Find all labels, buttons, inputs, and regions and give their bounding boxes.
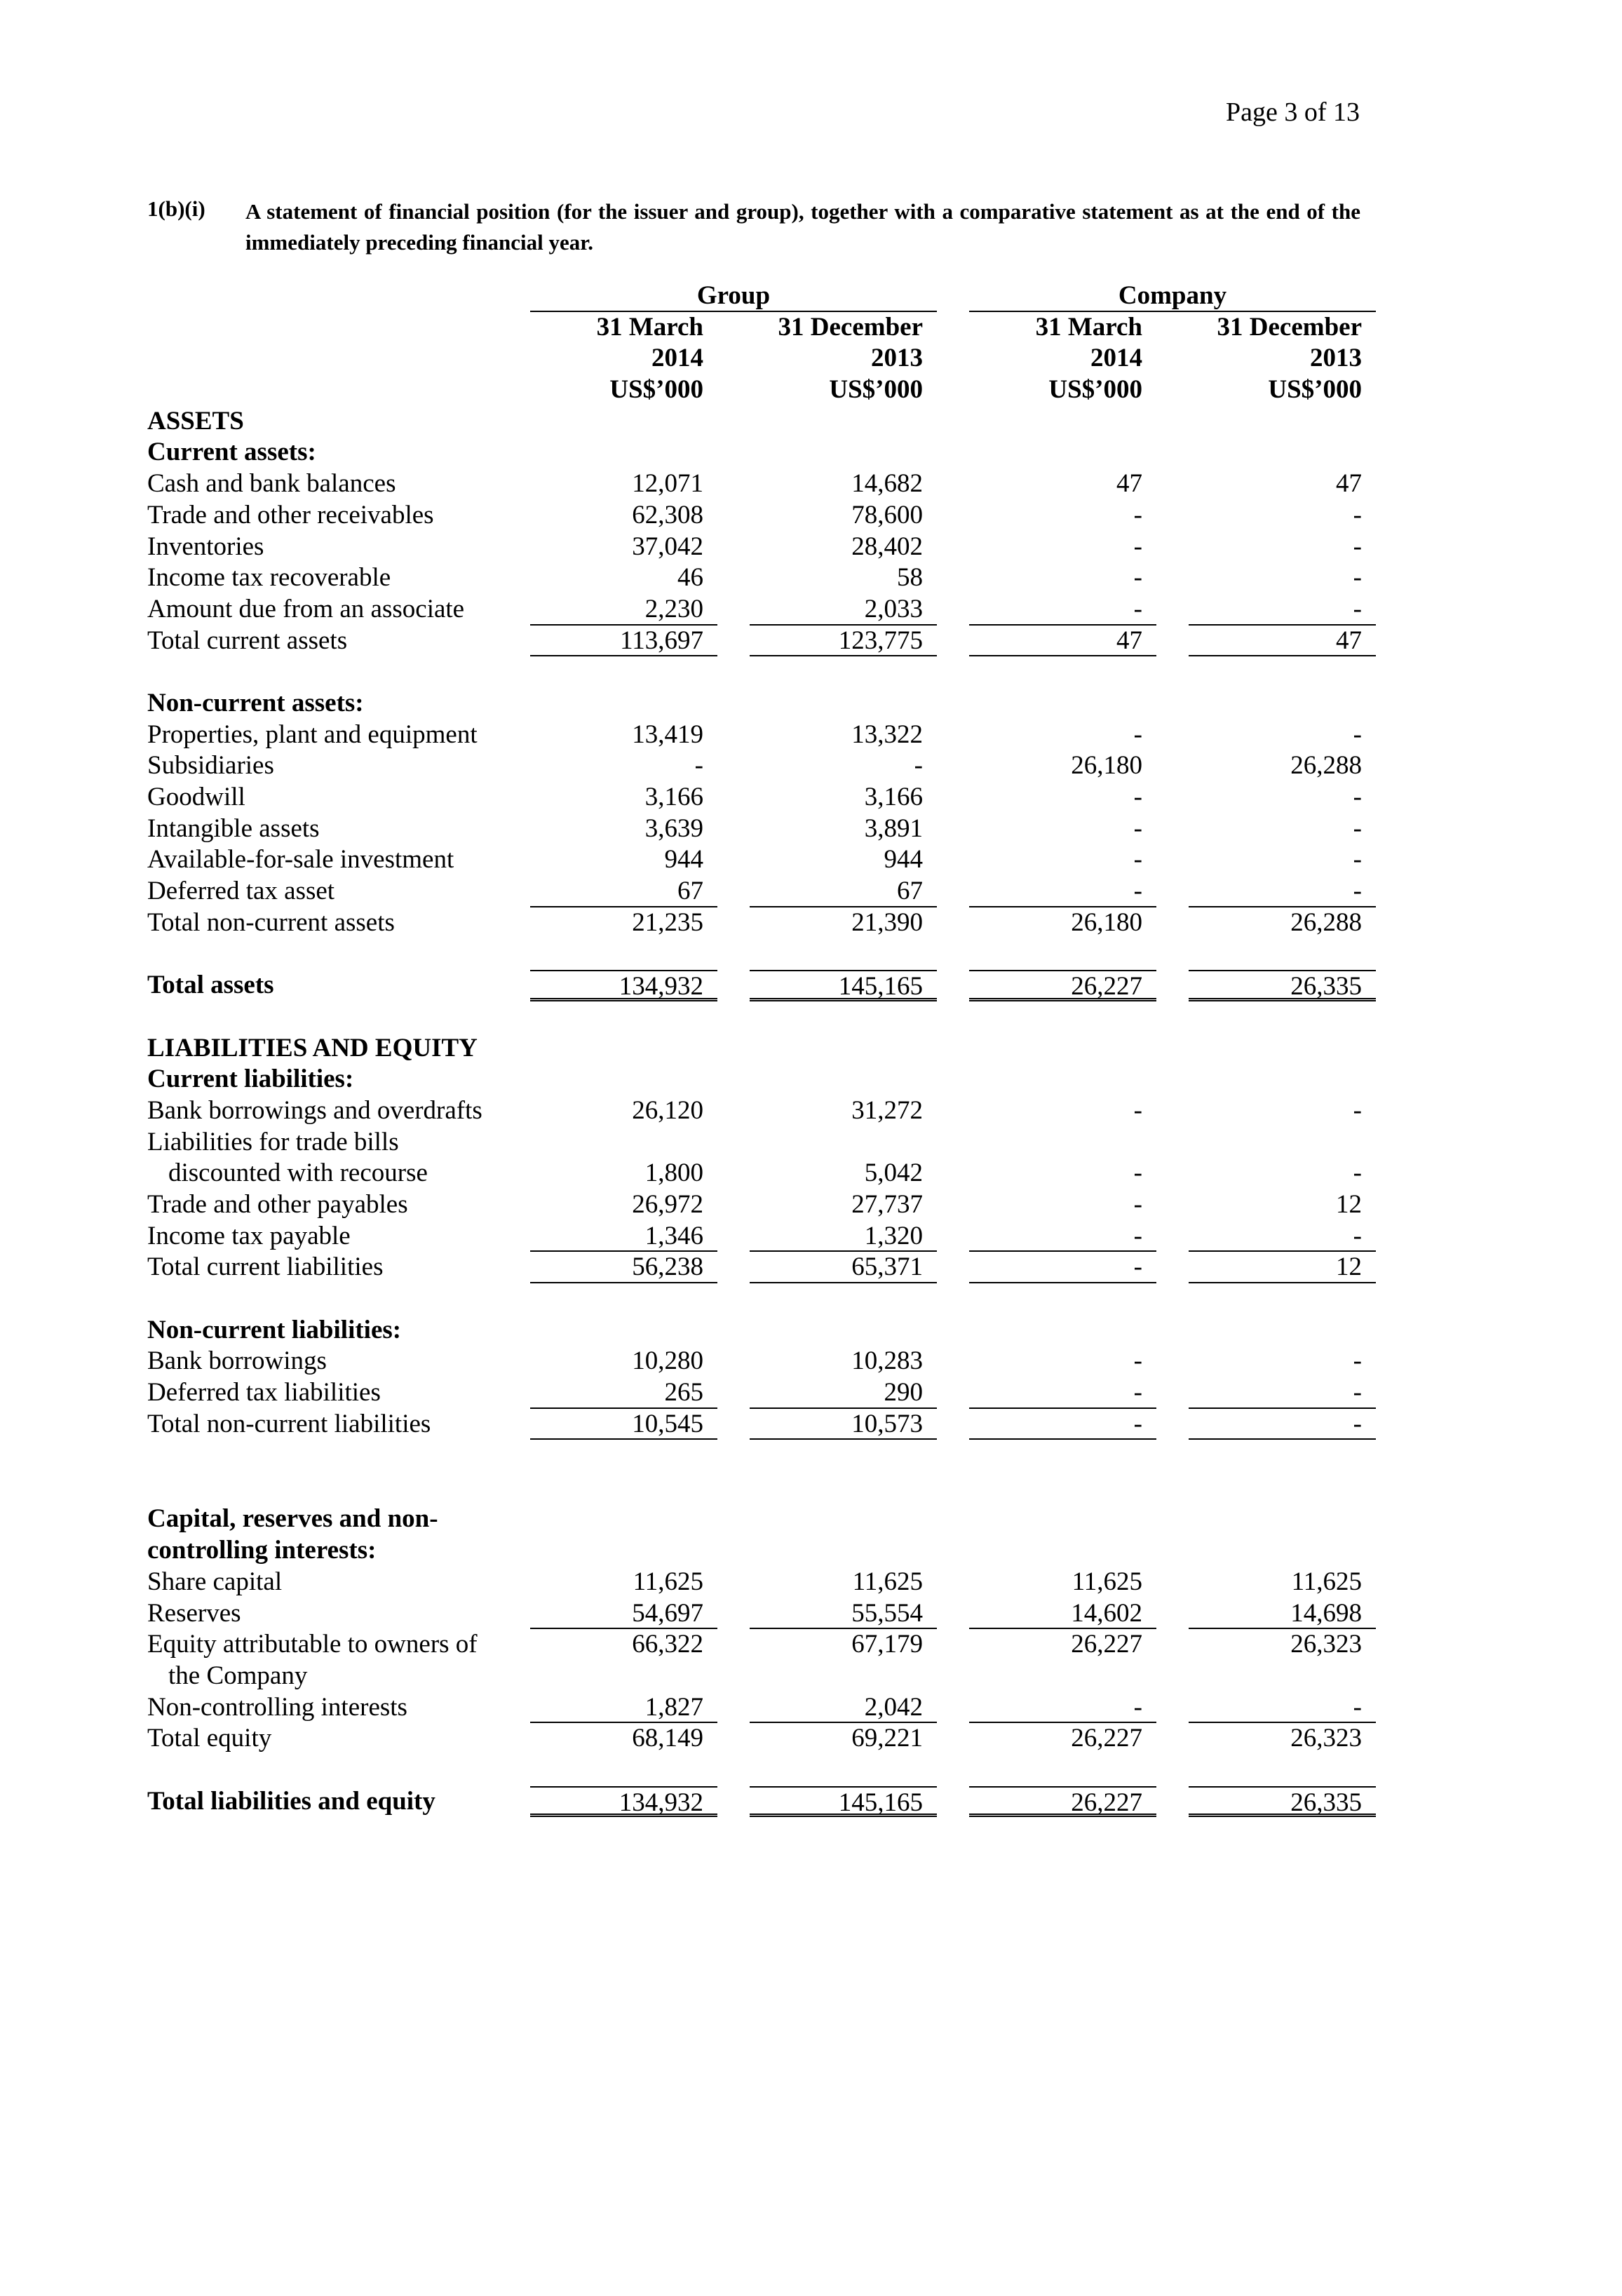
value-cell: 12: [1189, 1252, 1376, 1283]
value-cell: 58: [897, 563, 923, 593]
value-cell: 3,166: [864, 783, 923, 811]
row-label: Goodwill: [147, 783, 245, 811]
value-cell: -: [1189, 1377, 1376, 1409]
value-cell: 11,625: [1291, 1567, 1362, 1596]
value-cell: 11,625: [633, 1567, 703, 1596]
value-cell: 944: [664, 845, 703, 874]
value-cell: 1,320: [750, 1221, 937, 1252]
column-header: 31 March: [596, 312, 703, 342]
value-cell: 134,932: [530, 1786, 717, 1818]
row-label: Total equity: [147, 1724, 272, 1753]
row-label: Total non-current assets: [147, 907, 395, 937]
value-cell: 26,972: [632, 1189, 703, 1219]
value-cell: 54,697: [530, 1598, 717, 1630]
value-cell: 26,227: [969, 970, 1156, 1001]
value-cell: 67,179: [851, 1630, 923, 1659]
value-cell: 11,625: [1072, 1567, 1142, 1596]
value-cell: 26,227: [1071, 1630, 1142, 1659]
value-cell: 1,346: [530, 1221, 717, 1252]
current-liabilities-heading: Current liabilities:: [147, 1065, 354, 1094]
row-label: Reserves: [147, 1598, 241, 1628]
value-cell: -: [1353, 532, 1362, 561]
column-header: US$’000: [609, 375, 703, 405]
value-cell: 944: [884, 845, 923, 874]
column-header: US$’000: [1048, 375, 1142, 405]
value-cell: -: [1189, 876, 1376, 907]
column-header: 2014: [1090, 344, 1142, 373]
value-cell: 31,272: [851, 1095, 923, 1125]
row-label: Amount due from an associate: [147, 594, 465, 623]
value-cell: 12,071: [632, 469, 703, 499]
row-label: Liabilities for trade bills: [147, 1127, 399, 1156]
value-cell: 2,230: [530, 594, 717, 626]
value-cell: -: [969, 876, 1156, 907]
value-cell: 78,600: [851, 500, 923, 529]
value-cell: -: [1353, 813, 1362, 843]
value-cell: 14,602: [969, 1598, 1156, 1630]
value-cell: -: [1353, 720, 1362, 749]
value-cell: -: [1189, 1692, 1376, 1724]
value-cell: -: [1133, 1095, 1142, 1125]
value-cell: 68,149: [632, 1724, 703, 1753]
value-cell: 62,308: [632, 500, 703, 529]
value-cell: 47: [1116, 469, 1142, 499]
row-label: Trade and other payables: [147, 1189, 408, 1219]
value-cell: -: [1353, 1095, 1362, 1125]
value-cell: 265: [530, 1377, 717, 1409]
value-cell: 55,554: [750, 1598, 937, 1630]
row-label: Inventories: [147, 532, 264, 561]
value-cell: 13,419: [632, 720, 703, 749]
section-title: A statement of financial position (for the issuer and group), together with a comparative statement as at the end of the immediately preceding financial year.: [245, 199, 1360, 255]
company-header: Company: [969, 281, 1376, 312]
column-header: 31 December: [778, 312, 923, 342]
value-cell: 10,280: [632, 1346, 703, 1376]
page-number: Page 3 of 13: [1225, 97, 1360, 127]
value-cell: 1,800: [644, 1159, 703, 1188]
value-cell: 11,625: [852, 1567, 923, 1596]
value-cell: -: [1133, 1189, 1142, 1219]
value-cell: -: [969, 1377, 1156, 1409]
row-label: Income tax payable: [147, 1221, 351, 1250]
value-cell: 12: [1336, 1189, 1362, 1219]
value-cell: 67: [750, 876, 937, 907]
value-cell: 13,322: [851, 720, 923, 749]
section-number: 1(b)(i): [147, 196, 205, 221]
row-label: Available-for-sale investment: [147, 845, 454, 874]
value-cell: 21,235: [632, 907, 703, 937]
value-cell: 47: [969, 626, 1156, 657]
column-header: 2014: [651, 344, 703, 373]
value-cell: 37,042: [632, 532, 703, 561]
value-cell: 26,180: [1071, 751, 1142, 781]
group-header: Group: [530, 281, 937, 312]
value-cell: 56,238: [530, 1252, 717, 1283]
column-header: 31 December: [1217, 312, 1362, 342]
row-label: Total liabilities and equity: [147, 1786, 435, 1816]
value-cell: 2,042: [750, 1692, 937, 1724]
row-label: Intangible assets: [147, 813, 320, 843]
value-cell: -: [1353, 1159, 1362, 1188]
row-label: Total current assets: [147, 626, 348, 655]
column-header: 31 March: [1035, 312, 1142, 342]
value-cell: 26,180: [1071, 907, 1142, 937]
value-cell: -: [1133, 500, 1142, 529]
value-cell: 65,371: [750, 1252, 937, 1283]
value-cell: 26,288: [1290, 751, 1362, 781]
value-cell: 123,775: [750, 626, 937, 657]
row-label: Cash and bank balances: [147, 469, 396, 499]
row-label: the Company: [168, 1661, 308, 1690]
row-label: discounted with recourse: [168, 1159, 428, 1188]
value-cell: 47: [1336, 469, 1362, 499]
row-label: Deferred tax asset: [147, 877, 335, 906]
value-cell: -: [1353, 1346, 1362, 1376]
value-cell: 1,827: [530, 1692, 717, 1724]
value-cell: 26,323: [1290, 1724, 1362, 1753]
value-cell: -: [1353, 563, 1362, 593]
capital-heading-line-2: controlling interests:: [147, 1536, 377, 1565]
current-assets-heading: Current assets:: [147, 438, 316, 467]
value-cell: 145,165: [750, 970, 937, 1001]
value-cell: -: [969, 1409, 1156, 1440]
row-label: Deferred tax liabilities: [147, 1378, 381, 1407]
value-cell: 5,042: [864, 1159, 923, 1188]
value-cell: -: [1133, 532, 1142, 561]
value-cell: 27,737: [851, 1189, 923, 1219]
value-cell: -: [1133, 1346, 1142, 1376]
value-cell: -: [1189, 1221, 1376, 1252]
value-cell: 46: [677, 563, 703, 593]
value-cell: -: [1353, 845, 1362, 874]
value-cell: 113,697: [530, 626, 717, 657]
value-cell: 134,932: [530, 970, 717, 1001]
row-label: Properties, plant and equipment: [147, 720, 478, 749]
value-cell: -: [969, 1221, 1156, 1252]
value-cell: -: [1189, 594, 1376, 626]
non-current-assets-heading: Non-current assets:: [147, 688, 364, 717]
value-cell: 2,033: [750, 594, 937, 626]
value-cell: 26,120: [632, 1095, 703, 1125]
value-cell: -: [914, 751, 923, 781]
liabilities-equity-heading: LIABILITIES AND EQUITY: [147, 1033, 478, 1062]
value-cell: 3,639: [644, 813, 703, 843]
value-cell: 26,227: [1071, 1724, 1142, 1753]
column-header: US$’000: [829, 375, 923, 405]
value-cell: 10,573: [750, 1409, 937, 1440]
row-label: Equity attributable to owners of: [147, 1630, 478, 1659]
value-cell: 10,283: [851, 1346, 923, 1376]
value-cell: 3,166: [644, 783, 703, 811]
row-label: Income tax recoverable: [147, 563, 391, 593]
value-cell: 145,165: [750, 1786, 937, 1818]
value-cell: -: [1133, 1159, 1142, 1188]
column-header: 2013: [871, 344, 923, 373]
row-label: Subsidiaries: [147, 751, 274, 781]
value-cell: 67: [530, 876, 717, 907]
value-cell: 26,227: [969, 1786, 1156, 1818]
value-cell: 26,335: [1189, 970, 1376, 1001]
value-cell: -: [1189, 1409, 1376, 1440]
capital-heading-line-1: Capital, reserves and non-: [147, 1504, 438, 1534]
column-header: US$’000: [1268, 375, 1362, 405]
assets-heading: ASSETS: [147, 406, 244, 435]
row-label: Total non-current liabilities: [147, 1409, 431, 1438]
row-label: Total assets: [147, 971, 274, 1000]
column-header: 2013: [1310, 344, 1362, 373]
value-cell: -: [1133, 845, 1142, 874]
value-cell: 66,322: [632, 1630, 703, 1659]
value-cell: 69,221: [851, 1724, 923, 1753]
non-current-liabilities-heading: Non-current liabilities:: [147, 1315, 402, 1344]
value-cell: -: [969, 1692, 1156, 1724]
value-cell: -: [1353, 500, 1362, 529]
value-cell: 26,288: [1290, 907, 1362, 937]
value-cell: 14,682: [851, 469, 923, 499]
value-cell: -: [969, 1252, 1156, 1283]
value-cell: -: [1133, 563, 1142, 593]
value-cell: 14,698: [1189, 1598, 1376, 1630]
value-cell: -: [694, 751, 703, 781]
value-cell: 26,323: [1290, 1630, 1362, 1659]
value-cell: -: [1133, 813, 1142, 843]
value-cell: 28,402: [851, 532, 923, 561]
value-cell: -: [1133, 783, 1142, 811]
row-label: Bank borrowings and overdrafts: [147, 1095, 482, 1125]
value-cell: 47: [1189, 626, 1376, 657]
value-cell: -: [1353, 783, 1362, 811]
row-label: Bank borrowings: [147, 1346, 327, 1376]
row-label: Non-controlling interests: [147, 1692, 407, 1722]
row-label: Total current liabilities: [147, 1252, 384, 1282]
row-label: Share capital: [147, 1567, 283, 1596]
value-cell: 26,335: [1189, 1786, 1376, 1818]
value-cell: -: [1133, 720, 1142, 749]
value-cell: 21,390: [851, 907, 923, 937]
value-cell: -: [969, 594, 1156, 626]
value-cell: 10,545: [530, 1409, 717, 1440]
row-label: Trade and other receivables: [147, 500, 434, 529]
value-cell: 3,891: [864, 813, 923, 843]
value-cell: 290: [750, 1377, 937, 1409]
